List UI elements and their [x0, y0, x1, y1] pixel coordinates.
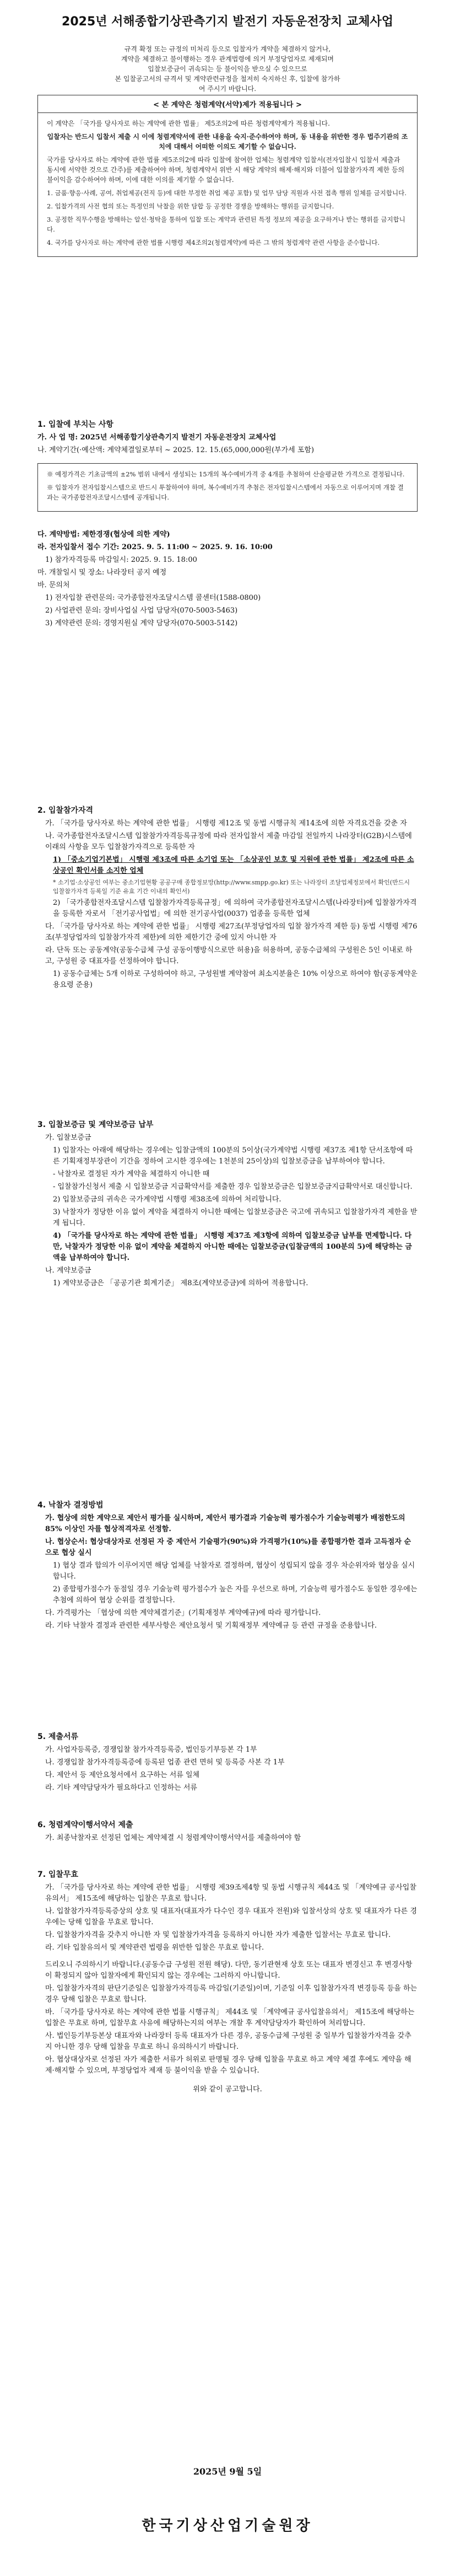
closing-statement: 위와 같이 공고합니다.	[193, 2085, 262, 2094]
deposit-item: 3) 낙찰자가 정당한 이유 없이 계약을 체결하지 아니한 때에는 입찰보증금은 국고에 귀속되고 입찰참가자격 제한을 받게 됩니다.	[53, 1208, 418, 1227]
contract-period: 나. 계약기간(·예산액: 계약체결일로부터 ~ 2025. 12. 15.(65,000,000원(부가세 포함)	[37, 446, 315, 454]
page-title: 2025년 서해종합기상관측기지 발전기 자동운전장치 교체사업	[62, 15, 393, 29]
intro-line: 계약을 체결하고 불이행하는 경우 관계법령에 의거 부정당업자로 제재되며	[121, 55, 334, 63]
contact-item: 2) 사업관련 문의: 장비사업실 사업 담당자(070-5003-5463)	[45, 607, 238, 615]
section-documents	[37, 1731, 418, 1795]
section-heading: 4. 낙찰자 결정방법	[37, 1501, 104, 1510]
price-info-body	[38, 464, 417, 511]
integrity-paragraph: 국가를 당사자로 하는 계약에 관한 법률 제5조의2에 따라 입찰에 참여한 업체는 청렴계약 입찰서(전자입찰시 입찰서 제출과 동시에 서약한 것으로 간주)를 제출하여야 하며, 청렴계약서 위반 시 해당 계약의 해제·해지와 더불어 입찰참가자격 제한 등의 불이익을 감수하여야 하며, 이에 대한 이의를 제기할 수 없습니다.	[47, 156, 405, 184]
price-info-item: ※ 입찰자가 전자입찰시스템으로 반드시 투찰하여야 하며, 복수예비가격 추첨은 전자입찰시스템에서 자동으로 이루어지며 개찰 결과는 국가종합전자조달시스템에 공개됩니다.	[47, 484, 404, 501]
integrity-item: 2. 입찰가격의 사전 협의 또는 특정인의 낙찰을 위한 담합 등 공정한 경쟁을 방해하는 행위를 금지합니다.	[47, 202, 334, 210]
integrity-paragraph: 이 계약은 「국가를 당사자로 하는 계약에 관한 법률」 제5조의2에 따른 청렴계약제가 적용됩니다.	[47, 120, 330, 127]
integrity-list	[47, 188, 408, 248]
eligibility-item: 나. 국가종합전자조달시스템 입찰참가자격등록규정에 따라 전자입찰서 제출 마감일 전일까지 나라장터(G2B)시스템에 이래의 사항을 모두 입찰참가자격으로 등록한 자	[45, 832, 412, 851]
contact-item: 3) 계약관련 문의: 경영지원실 계약 담당자(070-5003-5142)	[45, 619, 238, 627]
eligibility-item: 1) 「중소기업기본법」 시행령 제3조에 따른 소기업 또는 「소상공인 보호 및 지원에 관한 법률」 제2조에 따른 소상공인 확인서를 소지한 업체	[53, 856, 414, 875]
price-info-item: ※ 예정가격은 기초금액의 ±2% 범위 내에서 생성되는 15개의 복수예비가격 중 4개를 추첨하여 산술평균한 가격으로 결정됩니다.	[47, 470, 405, 478]
section-heading: 7. 입찰무효	[37, 1870, 79, 1879]
deposit-item: 2) 입찰보증금의 귀속은 국가계약법 시행령 제38조에 의하여 처리합니다.	[53, 1195, 281, 1204]
intro-line: 본 입찰공고서의 규격서 및 계약관련규정을 철저히 숙지하신 후, 입찰에 참가하여 주시기 바랍니다.	[115, 75, 340, 93]
section-heading: 3. 입찰보증금 및 계약보증금 납부	[37, 1120, 154, 1129]
intro-notice	[113, 44, 342, 94]
award-item: 나. 협상순서: 협상대상자로 선정된 자 중 제안서 기술평가(90%)와 가격평가(10%)를 종합평가한 결과 고득점자 순으로 협상 실시	[45, 1538, 411, 1557]
deposit-item: 나. 계약보증금	[45, 1266, 91, 1275]
contact-heading: 바. 문의처	[37, 581, 70, 589]
issuer-name: 한국기상산업기술원장	[142, 2518, 313, 2534]
announcement-date: 2025년 9월 5일	[193, 2466, 262, 2477]
section-heading: 6. 청렴계약이행서약서 제출	[37, 1821, 133, 1829]
award-item: 가. 협상에 의한 계약으로 제안서 평가를 실시하며, 제안서 평가결과 기술능력 평가점수가 기술능력평가 배점한도의 85% 이상인 자를 협상적격자로 선정함.	[45, 1514, 405, 1533]
intro-line: 입찰보증금이 귀속되는 등 불이익을 받으실 수 있으므로	[148, 65, 307, 73]
deposit-item: - 입찰참가신청서 제출 시 입찰보증금 지급확약서를 제출한 경우 입찰보증금은 입찰보증금지급확약서로 대신합니다.	[53, 1183, 413, 1191]
pledge-item: 가. 최종낙찰자로 선정된 업체는 계약체결 시 청렴계약이행서약서를 제출하여야 함	[45, 1834, 301, 1842]
integrity-emphasis: 입찰자는 반드시 입찰서 제출 시 이에 청렴계약서에 관한 내용을 숙지·준수하여야 하며, 동 내용을 위반한 경우 법주기관의 조치에 대해서 어떠한 이의도 제기할 수 없습니다.	[47, 133, 408, 151]
integrity-item: 4. 국가를 당사자로 하는 계약에 관한 법률 시행령 제4조의2(청렴계약)에 따른 그 밖의 청렴계약 관련 사항을 준수합니다.	[47, 239, 380, 246]
section-eligibility	[37, 805, 418, 992]
section-award	[37, 1500, 418, 1633]
section-heading: 1. 입찰에 부치는 사항	[37, 420, 113, 429]
section-heading: 2. 입찰참가자격	[37, 806, 94, 815]
invalid-item: 가. 「국가를 당사자로 하는 계약에 관한 법률」 시행령 제39조제4항 및 동법 시행규칙 제44조 및 「계약예규 공사입찰유의서」 제15조에 해당하는 입찰은 무효로 합니다.	[45, 1883, 416, 1903]
integrity-item: 3. 공정한 직무수행을 방해하는 알선·청탁을 통하여 입찰 또는 계약과 관련된 특정 정보의 제공을 요구하거나 받는 행위를 금지합니다.	[47, 216, 405, 233]
section-bid-details	[37, 529, 418, 631]
document-item: 가. 사업자등록증, 경쟁입찰 참가자격등록증, 법인등기부등본 각 1부	[45, 1746, 257, 1754]
integrity-box-heading: < 본 계약은 청렴계약(서약)제가 적용됩니다 >	[38, 95, 417, 113]
document-item: 라. 기타 계약담당자가 필요하다고 인정하는 서류	[45, 1784, 197, 1792]
invalid-item: 바. 「국가를 당사자로 하는 계약에 관한 법률 시행규칙」 제44조 및 「계약예규 공사입찰유의서」 제15조에 해당하는 입찰은 무효로 하며, 입찰무효 사유에 해당하는지의 여부는 개찰 후 계약담당자가 확인하여 처리합니다.	[45, 2008, 415, 2027]
document-item: 다. 제안서 등 제안요청서에서 요구하는 서류 일체	[45, 1771, 200, 1779]
integrity-contract-box	[37, 95, 418, 257]
eligibility-item: 1) 공동수급체는 5개 이하로 구성하여야 하고, 구성원별 계약참여 최소지분율은 10% 이상으로 하여야 함(공동계약운용요령 준용)	[53, 970, 418, 989]
invalid-item: 아. 협상대상자로 선정된 자가 제출한 서류가 허위로 판명될 경우 당해 입찰을 무효로 하고 계약 체결 후에도 계약을 해제·해지할 수 있으며, 부정당업자 제재 등 불이익을 받을 수 있습니다.	[45, 2056, 411, 2075]
integrity-box-body	[38, 113, 417, 256]
award-item: 라. 기타 낙찰자 결정과 관련한 세부사항은 제안요청서 및 기획재정부 계약예규 등 관련 규정을 준용합니다.	[45, 1622, 377, 1630]
contact-item: 1) 전자입찰 관련문의: 국가종합전자조달시스템 콜센터(1588-0800)	[45, 594, 261, 602]
integrity-item: 1. 금품·향응·사례, 공여, 취업제공(전직 등)에 대한 부정한 취업 제공 포함) 및 업무 담당 직원과 사전 접촉 행위 일체를 금지합니다.	[47, 189, 407, 197]
deposit-item: 4) 「국가를 당사자로 하는 계약에 관한 법률」 시행령 제37조 제3항에 의하여 입찰보증금 납부를 면제합니다. 다만, 낙찰자가 정당한 이유 없이 계약을 체결하지 아니한 때에는 입찰보증금(입찰금액의 100분의 5)에 해당하는 금액을 납부하여야 합니다.	[53, 1232, 412, 1262]
deposit-item: 1) 입찰자는 아래에 해당하는 경우에는 입찰금액의 100분의 5이상(국가계약법 시행령 제37조 제1항 단서조항에 따른 기획재정부장관이 기간을 정하여 고시한 경우에는 1천분의 25이상)의 입찰보증금을 납부하여야 합니다.	[53, 1146, 413, 1166]
invalid-item: 라. 기타 입찰유의서 및 계약관련 법령을 위반한 입찰은 무효로 합니다.	[45, 1944, 264, 1952]
deposit-item: 1) 계약보증금은 「공공기관 회계기준」 제8조(계약보증금)에 의하여 적용합니다.	[53, 1279, 308, 1287]
section-invalid-bid	[37, 1869, 418, 2097]
price-info-box	[37, 463, 418, 512]
invalid-item: 드리오니 주의하시기 바랍니다.(공동수급 구성원 전원 해당). 다만, 동기관현재 상호 또는 대표자 변경신고 후 변경사항이 확정되지 않아 입찰자에게 확인되지 않는 경우에는 그러하지 아니합니다.	[45, 1961, 413, 1980]
award-item: 2) 종합평가점수가 동점일 경우 기술능력 평가점수가 높은 자를 우선으로 하며, 기술능력 평가점수도 동일한 경우에는 추첨에 의하여 협상 순위를 결정합니다.	[53, 1585, 418, 1604]
registration-deadline: 1) 참가자격등록 마감일시: 2025. 9. 15. 18:00	[45, 556, 197, 564]
eligibility-item: 가. 「국가를 당사자로 하는 계약에 관한 법률」 시행령 제12조 및 동법 시행규칙 제14조에 의한 자격요건을 갖춘 자	[45, 819, 407, 828]
eligibility-item: 2) 「국가종합전자조달시스템 입찰참가자격등록규정」에 의하여 국가종합전자조달시스템(나라장터)에 입찰참가자격을 등록한 자로서 「전기공사업법」에 의한 전기공사업(0037) 업종을 등록한 업체	[53, 899, 417, 918]
invalid-item: 나. 입찰참가자격등록증상의 상호 및 대표자(대표자가 다수인 경우 대표자 전원)와 입찰서상의 상호 및 대표자가 다른 경우에는 당해 입찰을 무효로 합니다.	[45, 1907, 417, 1926]
eligibility-item: 다. 「국가를 당사자로 하는 계약에 관한 법률」 시행령 제27조(부정당업자의 입찰 참가자격 제한 등) 동법 시행령 제76조(부정당업자의 입찰참가자격 제한)에 의한 제한기간 중에 있지 아니한 자	[45, 922, 418, 942]
eligibility-item: 라. 단독 또는 공동계약(공동수급체 구성 공동이행방식으로만 허용)을 허용하며, 공동수급체의 구성원은 5인 이내로 하고, 구성원 중 대표자를 선정하여야 합니다.	[45, 946, 413, 965]
award-item: 다. 가격평가는 「협상에 의한 계약체결기준」(기획재정부 계약예규)에 따라 평가합니다.	[45, 1609, 321, 1617]
section-heading: 5. 제출서류	[37, 1732, 79, 1741]
intro-line: 규격 확정 또는 규정의 미처리 등으로 입찰자가 계약을 체결하지 않거나,	[124, 45, 331, 53]
document-item: 나. 경쟁입찰 참가자격등록증에 등록된 업종 관련 면허 및 등록증 사본 각 1부	[45, 1758, 285, 1767]
section-deposit	[37, 1119, 418, 1291]
contract-method: 다. 계약방법: 제한경쟁(협상에 의한 계약)	[37, 530, 170, 539]
bid-period: 라. 전자입찰서 접수 기간: 2025. 9. 5. 11:00 ~ 2025. 9. 16. 10:00	[37, 543, 273, 551]
invalid-item: 마. 입찰참가자격의 판단기준일은 입찰참가자격등록 마감일(기준일)이며, 기준일 이후 입찰참가자격 변경등록 등을 하는 경우 당해 입찰은 무효로 합니다.	[45, 1984, 418, 2004]
award-item: 1) 협상 결과 합의가 이루어지면 해당 업체를 낙찰자로 결정하며, 협상이 성립되지 않을 경우 차순위자와 협상을 실시합니다.	[53, 1561, 415, 1581]
project-name: 가. 사 업 명: 2025년 서해종합기상관측기지 발전기 자동운전장치 교체사업	[37, 433, 277, 442]
invalid-item: 사. 법인등기부등본상 대표자와 나라장터 등록 대표자가 다른 경우, 공동수급체 구성원 중 일부가 입찰참가자격을 갖추지 아니한 경우 당해 입찰을 무효로 하니 유의하시기 바랍니다.	[45, 2032, 411, 2051]
opening-info: 마. 개찰일시 및 장소: 나라장터 공지 예정	[37, 568, 167, 577]
invalid-item: 다. 입찰참가자격을 갖추지 아니한 자 및 입찰참가자격을 등록하지 아니한 자가 제출한 입찰서는 무효로 합니다.	[45, 1931, 391, 1939]
deposit-item: - 낙찰자로 결정된 자가 계약을 체결하지 아니한 때	[53, 1170, 210, 1178]
deposit-item: 가. 입찰보증금	[45, 1134, 91, 1142]
section-project-overview	[37, 419, 418, 458]
eligibility-footnote: * 소기업·소상공인 여부는 중소기업현황 공공구매 종합정보망(http://www.smpp.go.kr) 또는 나라장터 조달업체정보에서 확인(반드시 입찰참가자격 등록일 기준 유효 기간 이내의 확인서)	[53, 879, 410, 895]
section-pledge	[37, 1820, 418, 1845]
